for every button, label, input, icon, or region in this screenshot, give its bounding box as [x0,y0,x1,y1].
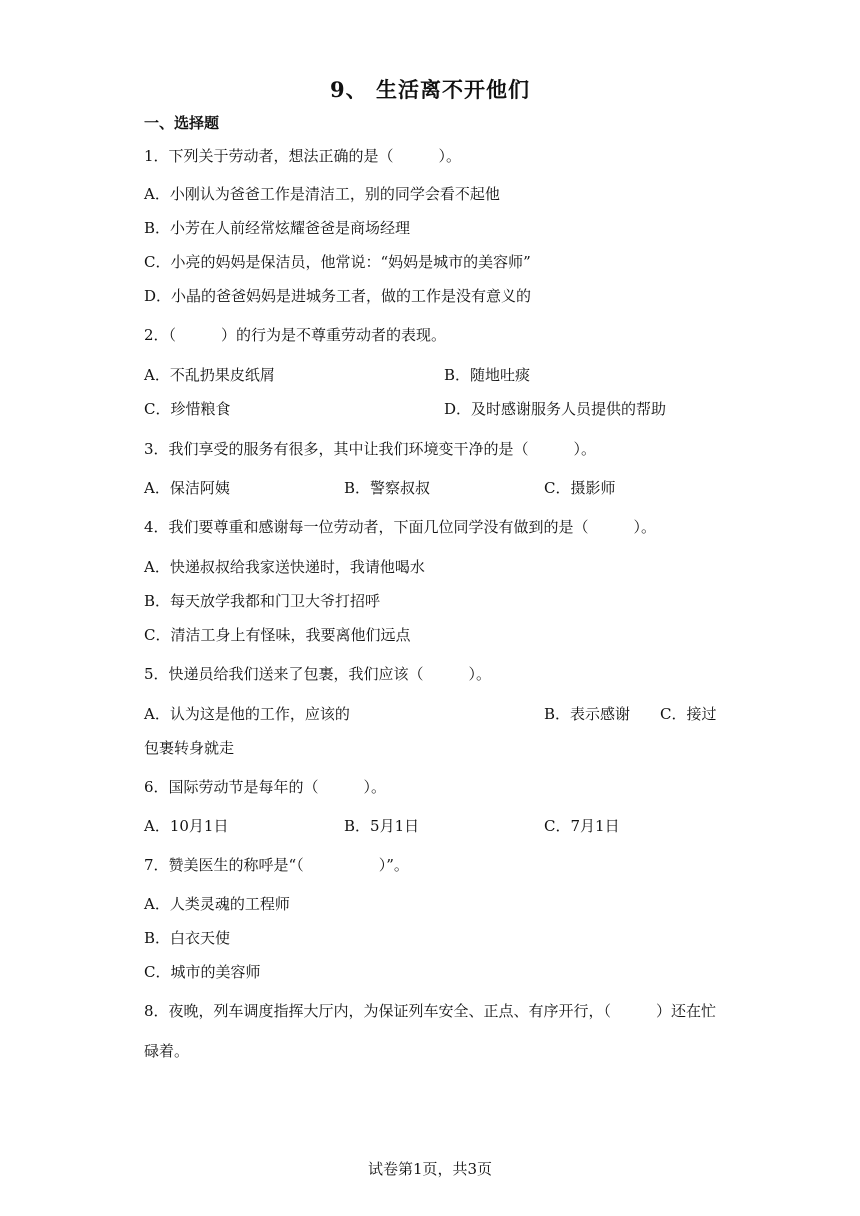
question-5-option-c: C．接过 [660,705,717,723]
question-2-option-d: D．及时感谢服务人员提供的帮助 [444,400,667,418]
question-5-option-a: A．认为这是他的工作，应该的 [144,705,350,723]
question-8-stem-cont: 碌着。 [144,1042,190,1060]
question-6-option-c: C．7月1日 [544,817,620,835]
page-title: 9、 生活离不开他们 [330,77,530,102]
question-1-option-a: A．小刚认为爸爸工作是清洁工，别的同学会看不起他 [144,185,500,203]
question-7-option-c: C．城市的美容师 [144,963,261,981]
question-1-option-d: D．小晶的爸爸妈妈是进城务工者，做的工作是没有意义的 [144,287,532,305]
question-2-option-c: C．珍惜粮食 [144,400,231,418]
question-3-option-a: A．保洁阿姨 [144,479,230,497]
question-2-option-a: A．不乱扔果皮纸屑 [144,366,275,384]
question-4-option-b: B．每天放学我都和门卫大爷打招呼 [144,592,381,610]
question-3-stem: 3．我们享受的服务有很多，其中让我们环境变干净的是（ ）。 [144,440,597,458]
question-1-option-c: C．小亮的妈妈是保洁员，他常说：“妈妈是城市的美容师” [144,253,531,271]
question-2-stem: 2．（ ）的行为是不尊重劳动者的表现。 [144,326,447,344]
question-5-stem: 5．快递员给我们送来了包裹，我们应该（ ）。 [144,665,492,683]
question-5-option-b: B．表示感谢 [544,705,631,723]
question-6-option-a: A．10月1日 [144,817,229,835]
question-7-option-a: A．人类灵魂的工程师 [144,895,290,913]
question-2-option-b: B．随地吐痰 [444,366,531,384]
question-7-stem: 7．赞美医生的称呼是“（ ）”。 [144,856,409,874]
section-heading: 一、选择题 [144,114,220,132]
question-6-option-b: B．5月1日 [344,817,420,835]
question-4-stem: 4．我们要尊重和感谢每一位劳动者，下面几位同学没有做到的是（ ）。 [144,518,657,536]
page-footer: 试卷第1页，共3页 [367,1160,493,1178]
question-1-option-b: B．小芳在人前经常炫耀爸爸是商场经理 [144,219,411,237]
question-4-option-a: A．快递叔叔给我家送快递时，我请他喝水 [144,558,425,576]
question-5-option-c-cont: 包裹转身就走 [144,739,235,757]
question-4-option-c: C．清洁工身上有怪味，我要离他们远点 [144,626,411,644]
question-3-option-b: B．警察叔叔 [344,479,431,497]
question-6-stem: 6．国际劳动节是每年的（ ）。 [144,778,387,796]
question-1-stem: 1．下列关于劳动者，想法正确的是（ ）。 [144,147,462,165]
question-7-option-b: B．白衣天使 [144,929,231,947]
question-8-stem: 8．夜晚，列车调度指挥大厅内，为保证列车安全、正点、有序开行，（ ）还在忙 [144,1002,717,1020]
question-3-option-c: C．摄影师 [544,479,616,497]
